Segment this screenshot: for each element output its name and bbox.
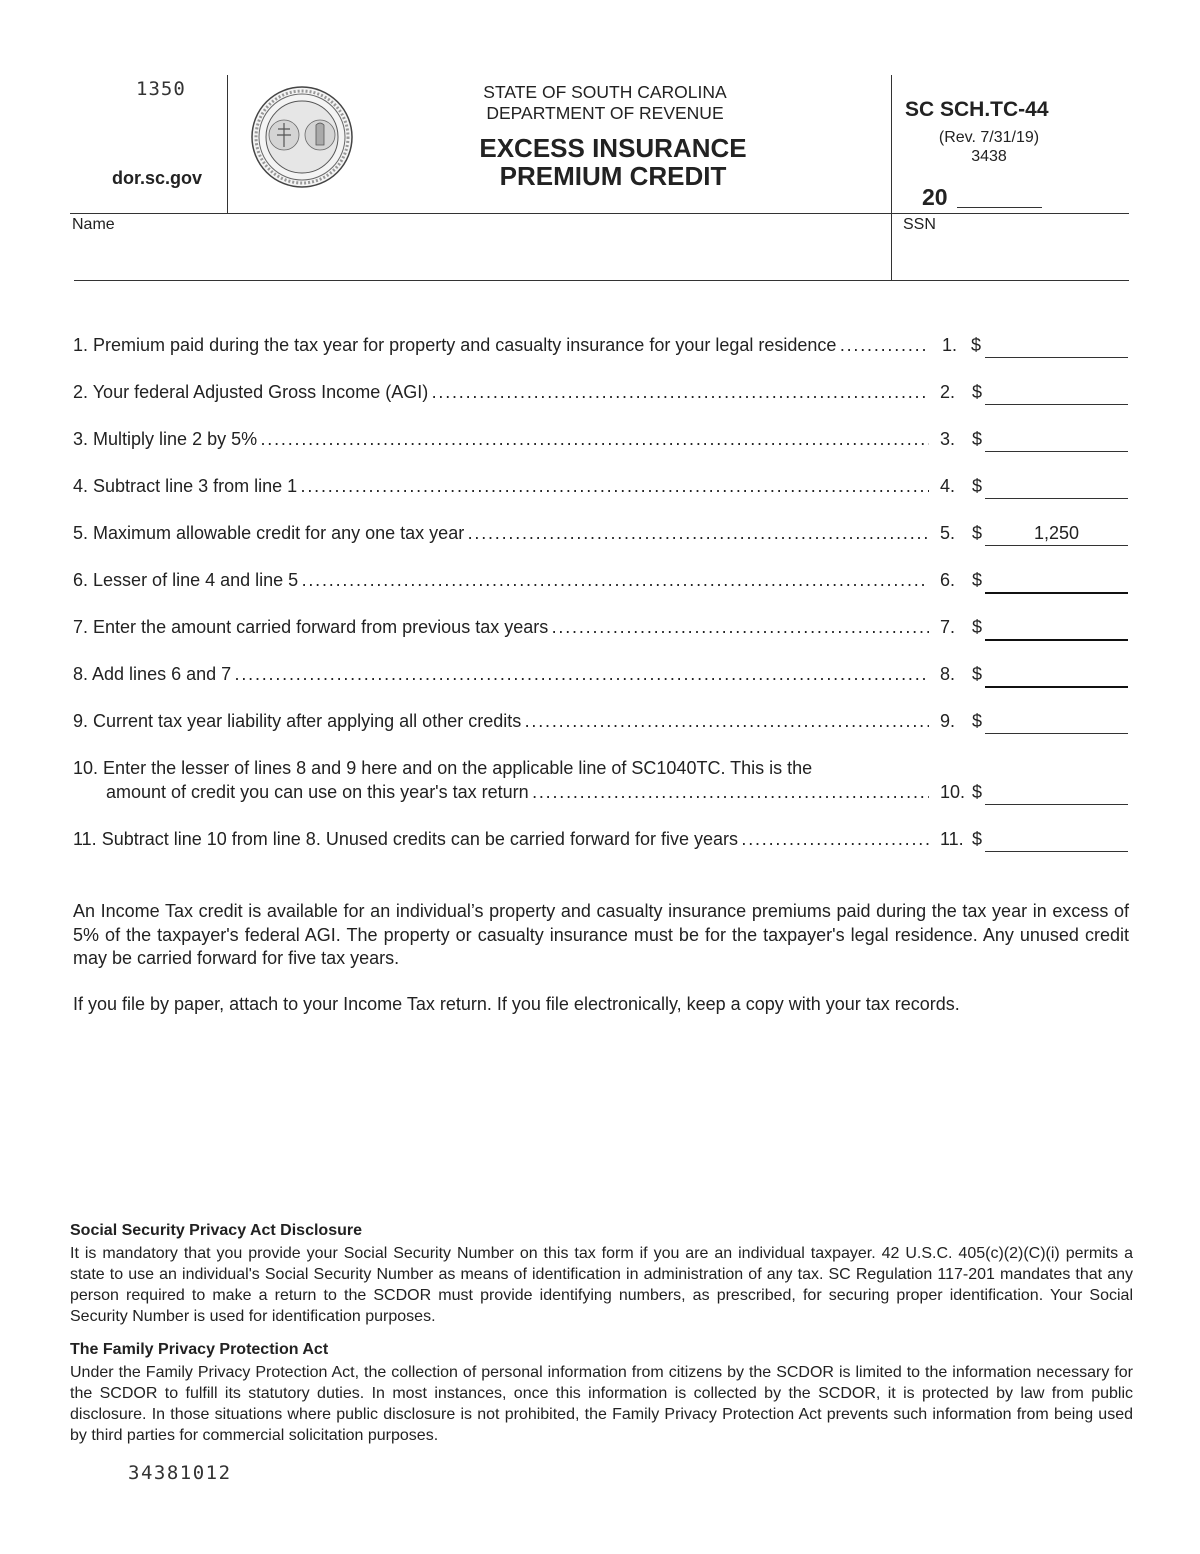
dollar-sign: $: [972, 782, 983, 802]
ssn-disclosure-title: Social Security Privacy Act Disclosure: [70, 1222, 362, 1239]
form-line-5: [73, 523, 1129, 549]
line-description: amount of credit you can use on this year's tax return . . .: [106, 782, 929, 803]
revision-code: 3438: [971, 148, 1007, 165]
amount-input[interactable]: [985, 639, 1128, 641]
ssn-disclosure-text: It is mandatory that you provide your Social Security Number on this tax form if you are an individual taxpayer. 42 U.S.C. 405(c)(2)(C)(i) permits a state to use an individual's Social Security Number as means of identification in administration of any tax. SC Regulation 117-201 mandates that any person required to make a return to the SCDOR must provide identifying numbers, as prescribed, for securing proper identification. Your Social Security Number is used for identification purposes.: [70, 1245, 1133, 1325]
form-number-footer: 34381012: [128, 1462, 232, 1484]
form-id: SC SCH.TC-44: [905, 98, 1049, 121]
form-line-10: [73, 758, 1129, 808]
line-description: 1. Premium paid during the tax year for property and casualty insurance for your legal residence . . .: [73, 335, 929, 356]
instructions-paragraph: An Income Tax credit is available for an individual’s property and casualty insurance premiums paid during the tax year in excess of 5% of the taxpayer's federal AGI. The property or casualty insurance must be for the taxpayer's legal residence. Any unused credit may be carried forward for five tax years.: [73, 901, 1129, 968]
ssn-label: SSN: [903, 216, 936, 233]
line-number: 2.: [940, 382, 956, 402]
form-line-11: [73, 829, 1129, 855]
header-divider-left: [227, 75, 228, 213]
dollar-sign: $: [971, 335, 982, 355]
line-description: 2. Your federal Adjusted Gross Income (AGI) . . .: [73, 382, 929, 403]
form-revision: [905, 128, 1073, 166]
website-link[interactable]: dor.sc.gov: [112, 168, 203, 188]
state-seal-icon: [250, 85, 354, 189]
dollar-sign: $: [972, 617, 983, 637]
name-label: Name: [72, 216, 115, 233]
form-line-2: [73, 382, 1129, 408]
line-description: 11. Subtract line 10 from line 8. Unused credits can be carried forward for five years . . .: [73, 829, 929, 850]
name-field-rule: [74, 280, 1129, 281]
form-line-7: [73, 617, 1129, 643]
filing-instructions: If you file by paper, attach to your Income Tax return. If you file electronically, keep a copy with your tax records.: [73, 994, 960, 1014]
revision-date: (Rev. 7/31/19): [938, 129, 1040, 146]
agency-name: [440, 82, 770, 124]
line-description: 8. Add lines 6 and 7 . . .: [73, 664, 929, 685]
tax-year-input[interactable]: [957, 207, 1042, 208]
header-rule: [70, 213, 1129, 214]
dollar-sign: $: [972, 829, 983, 849]
line-number: 5.: [940, 523, 956, 543]
dollar-sign: $: [972, 664, 983, 684]
line-number: 9.: [940, 711, 956, 731]
tax-year-prefix: 20: [922, 184, 948, 210]
line-number: 6.: [940, 570, 956, 590]
line-number: 4.: [940, 476, 956, 496]
form-line-4: [73, 476, 1129, 502]
form-title: [440, 134, 786, 190]
form-line-6: [73, 570, 1129, 596]
form-line-9: [73, 711, 1129, 737]
dollar-sign: $: [972, 429, 983, 449]
amount-input[interactable]: [985, 733, 1128, 734]
family-privacy-text: Under the Family Privacy Protection Act, the collection of personal information from citizens by the SCDOR is limited to the information necessary for the SCDOR to fulfill its statutory duties. In most instances, once this information is collected by the SCDOR, it is protected by law from public disclosure. In those situations where public disclosure is not prohibited, the Family Privacy Protection Act prevents such information from being used by third parties for commercial solicitation purposes.: [70, 1364, 1133, 1444]
line-number: 7.: [940, 617, 956, 637]
form-title-line-1: EXCESS INSURANCE: [479, 133, 747, 163]
form-code: 1350: [136, 78, 186, 100]
dollar-sign: $: [972, 476, 983, 496]
line-description: 6. Lesser of line 4 and line 5 . . .: [73, 570, 929, 591]
form-line-3: [73, 429, 1129, 455]
dollar-sign: $: [972, 711, 983, 731]
form-line-8: [73, 664, 1129, 690]
line-description: 3. Multiply line 2 by 5% . . .: [73, 429, 929, 450]
line-number: 8.: [940, 664, 956, 684]
form-line-1: [73, 335, 1129, 361]
amount-input[interactable]: [985, 686, 1128, 688]
dollar-sign: $: [972, 570, 983, 590]
line-number: 11.: [940, 829, 964, 849]
line-number: 3.: [940, 429, 956, 449]
amount-input[interactable]: [985, 545, 1128, 546]
amount-value: 1,250: [1033, 523, 1080, 543]
amount-input[interactable]: [985, 357, 1128, 358]
line-number: 10.: [940, 782, 966, 802]
line-number: 1.: [942, 335, 958, 355]
line-description-first: 10. Enter the lesser of lines 8 and 9 here and on the applicable line of SC1040TC. This is the: [73, 758, 813, 778]
dollar-sign: $: [972, 523, 983, 543]
amount-input[interactable]: [985, 804, 1128, 805]
line-description: 5. Maximum allowable credit for any one tax year . . .: [73, 523, 929, 544]
amount-input[interactable]: [985, 592, 1128, 594]
line-description: 9. Current tax year liability after applying all other credits . . .: [73, 711, 929, 732]
header-divider-right: [891, 75, 892, 281]
line-description: 4. Subtract line 3 from line 1 . . .: [73, 476, 929, 497]
amount-input[interactable]: [985, 851, 1128, 852]
form-title-line-2: PREMIUM CREDIT: [499, 161, 727, 191]
amount-input[interactable]: [985, 451, 1128, 452]
line-description: 7. Enter the amount carried forward from previous tax years . . .: [73, 617, 929, 638]
family-privacy-title: The Family Privacy Protection Act: [70, 1341, 329, 1358]
dollar-sign: $: [972, 382, 983, 402]
agency-line-2: DEPARTMENT OF REVENUE: [486, 103, 724, 123]
amount-input[interactable]: [985, 498, 1128, 499]
amount-input[interactable]: [985, 404, 1128, 405]
agency-line-1: STATE OF SOUTH CAROLINA: [483, 82, 727, 102]
